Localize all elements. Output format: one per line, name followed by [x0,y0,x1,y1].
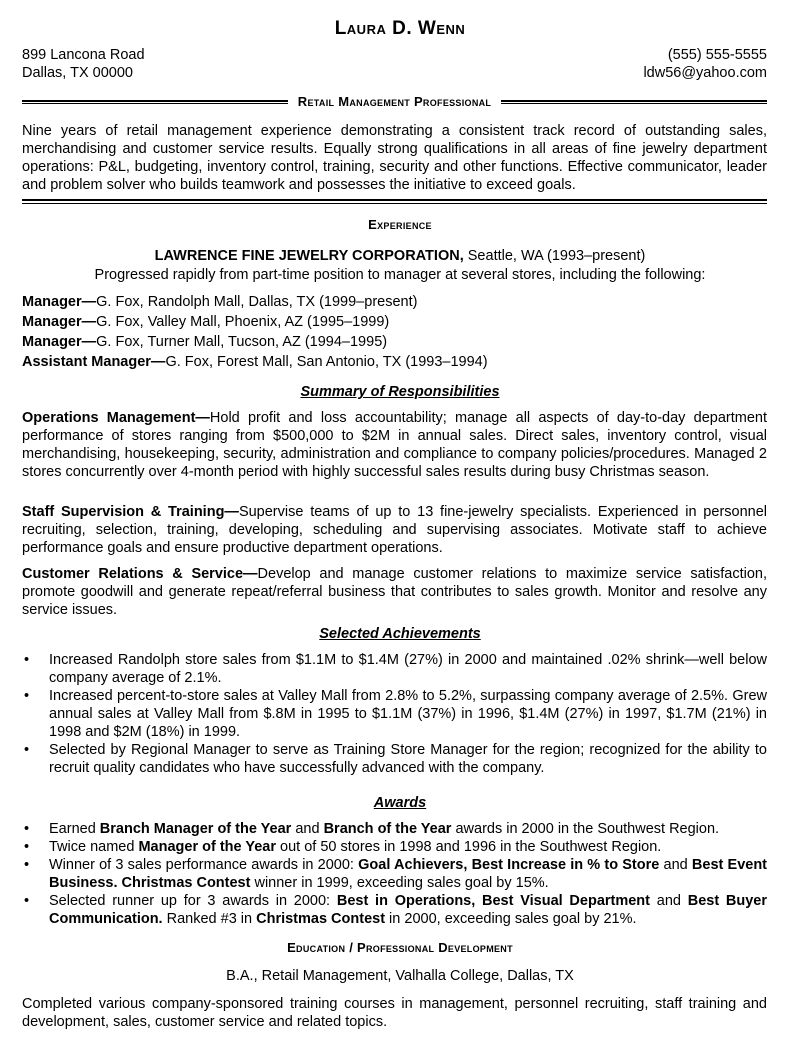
training-text: Completed various company-sponsored training courses in management, personnel recruiting, staff training and development, sales, customer service and related topics. [22,996,767,1030]
award-name: Best Buyer Communication. [49,893,768,927]
job-details: G. Fox, Turner Mall, Tucson, AZ (1994–1995) [96,334,388,350]
headline-rule-right [501,100,767,104]
awards-heading: Awards [373,795,427,811]
summary-divider [22,199,767,204]
award-name: Manager of the Year [138,839,276,855]
award-text: Twice named [49,839,139,855]
award-text: Winner of 3 sales performance awards in 2000: [49,857,359,873]
job-role: Manager— [22,314,97,330]
award-name: Branch of the Year [323,821,452,837]
job-role: Assistant Manager— [22,354,166,370]
responsibility-label: Operations Management— [22,410,210,426]
bullet-icon: • [24,742,30,758]
responsibilities-heading: Summary of Responsibilities [300,384,500,400]
address-line-2: Dallas, TX 00000 [22,65,133,81]
job-details: G. Fox, Valley Mall, Phoenix, AZ (1995–1999) [96,314,390,330]
bullet-icon: • [24,839,30,855]
email-address: ldw56@yahoo.com [643,65,767,81]
award-item [22,856,767,892]
professional-summary: Nine years of retail management experience demonstrating a consistent track record of outstanding sales, merchandising and customer service results. Equally strong qualifications in all areas of fine jewelry department operations: P&L, budgeting, inventory control, training, security and other functions. Effective communicator, leader and problem solver who builds teamwork and possesses the initiative to exceed goals. [22,123,767,193]
achievement-item [22,741,767,777]
achievements-heading: Selected Achievements [319,626,481,642]
responsibility-customer [22,565,767,619]
company-note: Progressed rapidly from part-time position to manager at several stores, including the following: [94,267,706,283]
achievements-list [22,651,767,777]
award-item [22,838,767,856]
job-list [22,292,767,372]
award-name: Best in Operations, Best Visual Department [336,893,650,909]
award-item [22,820,767,838]
headline-title: Retail Management Professional [297,94,492,109]
company-location: Seattle, WA (1993–present) [463,248,646,264]
award-text: Earned [49,821,100,837]
bullet-icon: • [24,893,30,909]
job-role: Manager— [22,334,97,350]
candidate-name: Laura D. Wenn [334,18,466,39]
award-text: in 2000, exceeding sales goal by 21%. [385,911,637,927]
award-name: Goal Achievers, Best Increase in % to Store [358,857,660,873]
headline-rule-left [22,100,288,104]
contact-row-2 [22,65,767,81]
phone-number: (555) 555-5555 [667,47,767,63]
job-item [22,332,767,352]
company-line [0,248,800,264]
bullet-icon: • [24,688,30,704]
award-name: Branch Manager of the Year [99,821,292,837]
responsibility-operations [22,409,767,481]
award-text: and [650,893,688,909]
award-name: Best Event Business. Christmas Contest [49,857,768,891]
job-role: Manager— [22,294,97,310]
achievement-text: Increased percent-to-store sales at Valley Mall from 2.8% to 5.2%, surpassing company average of 2.5%. Grew annual sales at Valley Mall from $.8M in 1995 to $1.1M (37%) in 1996, $1.4M (27%) in 1997, $1.7M (21%) in 1998 and $2M (18%) in 1999. [49,688,767,740]
headline-bar [22,94,767,109]
award-text: and [291,821,324,837]
responsibility-label: Customer Relations & Service— [22,566,258,582]
achievement-item [22,687,767,741]
contact-row-1 [22,47,767,63]
job-item [22,352,767,372]
job-item [22,292,767,312]
achievement-item [22,651,767,687]
award-text: winner in 1999, exceeding sales goal by 15%. [250,875,549,891]
job-details: G. Fox, Randolph Mall, Dallas, TX (1999–present) [96,294,418,310]
responsibility-staff [22,503,767,557]
bullet-icon: • [24,652,30,668]
award-text: awards in 2000 in the Southwest Region. [451,821,720,837]
responsibility-text: Supervise teams of up to 13 fine-jewelry specialists. Experienced in personnel recruiting, selection, training, developing, scheduling and supervising associates. Motivate staff to achieve performance goals and ensure productive department operations. [22,504,767,556]
responsibility-text: Hold profit and loss accountability; manage all aspects of day-to-day department performance of stores ranging from $500,000 to $2M in annual sales. Direct sales, inventory control, visual merchandising, housekeeping, security, administration and compliance to company policies/procedures. Managed 2 stores concurrently over 4-month period with highly successful sales results during busy Christmas season. [22,410,767,480]
award-text: Selected runner up for 3 awards in 2000: [49,893,337,909]
award-name: Christmas Contest [256,911,386,927]
job-item [22,312,767,332]
award-text: Ranked #3 in [162,911,257,927]
awards-list [22,820,767,928]
education-heading: Education / Professional Development [287,940,513,955]
award-item [22,892,767,928]
achievement-text: Selected by Regional Manager to serve as Training Store Manager for the region; recognized for the ability to recruit quality candidates who have successfully advanced with the company. [49,742,767,776]
job-details: G. Fox, Forest Mall, San Antonio, TX (1993–1994) [165,354,488,370]
achievement-text: Increased Randolph store sales from $1.1M to $1.4M (27%) in 2000 and maintained .02% shrink—well below company average of 2.1%. [49,652,767,686]
award-text: and [659,857,692,873]
responsibility-label: Staff Supervision & Training— [22,504,239,520]
responsibility-text: Develop and manage customer relations to maximize service satisfaction, promote goodwill and generate repeat/referral business that contributes to sales growth. Monitor and resolve any service issues. [22,566,767,618]
experience-heading: Experience [368,217,432,232]
address-line-1: 899 Lancona Road [22,47,145,63]
bullet-icon: • [24,857,30,873]
company-name: LAWRENCE FINE JEWELRY CORPORATION, [154,248,464,264]
bullet-icon: • [24,821,30,837]
degree-line: B.A., Retail Management, Valhalla College, Dallas, TX [226,968,574,984]
award-text: out of 50 stores in 1998 and 1996 in the Southwest Region. [276,839,662,855]
